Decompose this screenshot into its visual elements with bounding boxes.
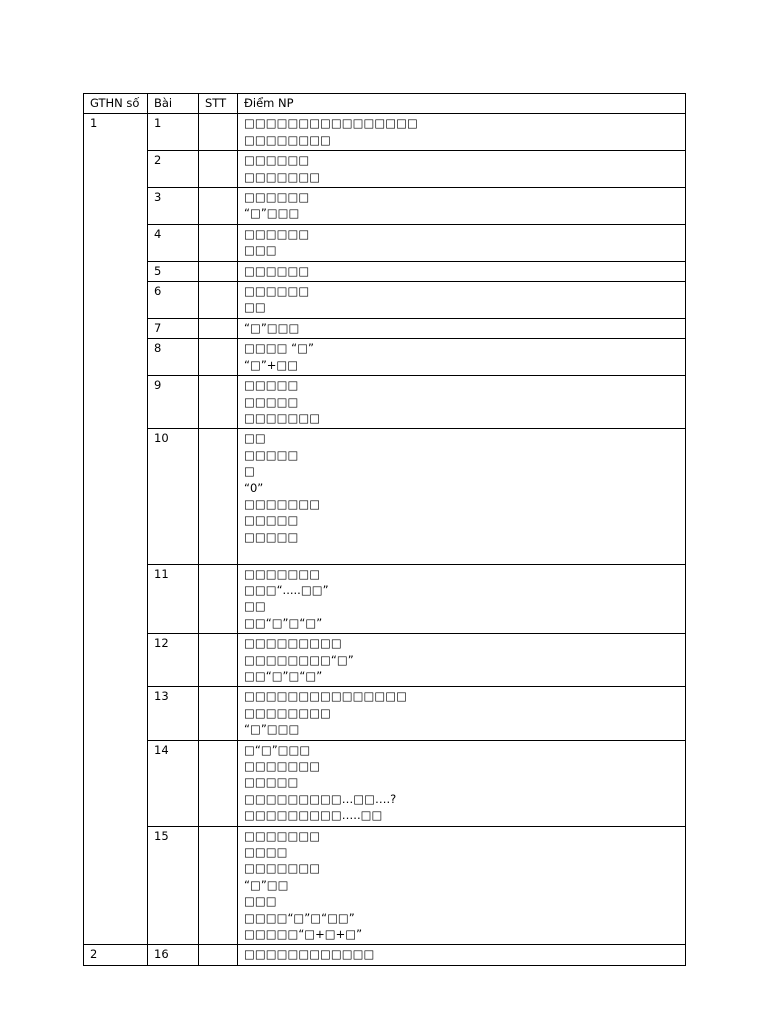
header-row xyxy=(84,94,686,114)
np-line: □□ xyxy=(244,300,266,315)
header-diem-np: Điểm NP xyxy=(238,94,686,114)
table-row xyxy=(84,826,686,945)
np-line: □□□“.....□□” xyxy=(244,582,329,597)
np-line: □□□□□ xyxy=(244,775,299,790)
table-row xyxy=(84,634,686,687)
np-line: “□”□□□ xyxy=(244,320,300,335)
np-line: □□□□□“□+□+□” xyxy=(244,927,363,942)
cell-stt xyxy=(199,429,238,564)
np-line: □□ xyxy=(244,599,266,614)
cell-stt xyxy=(199,740,238,826)
table-row xyxy=(84,339,686,376)
np-line: □□□□□□□ xyxy=(244,566,321,581)
table-row xyxy=(84,224,686,261)
cell-diem-np xyxy=(238,740,686,826)
np-line: □□□□□□□□□…..□□ xyxy=(244,808,383,823)
cell-diem-np xyxy=(238,634,686,687)
cell-diem-np xyxy=(238,261,686,281)
np-line: □□□□□□□□□□□□□□□ xyxy=(244,689,407,704)
cell-bai: 3 xyxy=(148,188,199,225)
cell-bai: 2 xyxy=(148,151,199,188)
np-line: □□□□□□□ xyxy=(244,759,321,774)
cell-stt xyxy=(199,634,238,687)
cell-gthn: 2 xyxy=(84,945,148,965)
np-line: □□□□□□□□“□” xyxy=(244,652,354,667)
table-row xyxy=(84,261,686,281)
np-line: “0” xyxy=(244,480,264,495)
cell-diem-np xyxy=(238,188,686,225)
cell-stt xyxy=(199,826,238,945)
cell-diem-np xyxy=(238,224,686,261)
cell-diem-np xyxy=(238,114,686,151)
cell-stt xyxy=(199,339,238,376)
np-line: □□□□□□ xyxy=(244,284,310,299)
cell-bai: 13 xyxy=(148,687,199,740)
table-row xyxy=(84,376,686,429)
lesson-table xyxy=(83,93,686,966)
header-bai: Bài xyxy=(148,94,199,114)
cell-bai: 9 xyxy=(148,376,199,429)
np-line: □□□□□□□□ xyxy=(244,132,331,147)
table-row xyxy=(84,740,686,826)
cell-stt xyxy=(199,261,238,281)
cell-bai: 5 xyxy=(148,261,199,281)
cell-diem-np xyxy=(238,429,686,564)
cell-diem-np xyxy=(238,282,686,319)
np-line: □□□□□□□ xyxy=(244,169,321,184)
np-line: □□□□□□□□□□□□ xyxy=(244,947,375,962)
np-line: □□□□□□ xyxy=(244,190,310,205)
cell-bai: 14 xyxy=(148,740,199,826)
np-line: □□□□□□□□□…□□….? xyxy=(244,791,397,806)
np-line: □□“□”□“□” xyxy=(244,668,323,683)
cell-gthn: 1 xyxy=(84,114,148,945)
cell-bai: 15 xyxy=(148,826,199,945)
header-stt: STT xyxy=(199,94,238,114)
table-row xyxy=(84,945,686,965)
np-line: □□□□□ xyxy=(244,447,299,462)
cell-stt xyxy=(199,376,238,429)
table-row xyxy=(84,282,686,319)
cell-stt xyxy=(199,564,238,634)
cell-stt xyxy=(199,687,238,740)
cell-stt xyxy=(199,224,238,261)
table-row xyxy=(84,318,686,338)
np-line: □□□□“□”□“□□” xyxy=(244,910,355,925)
cell-stt xyxy=(199,188,238,225)
np-line: □□□□□□ xyxy=(244,263,310,278)
cell-diem-np xyxy=(238,376,686,429)
cell-bai: 1 xyxy=(148,114,199,151)
cell-bai: 4 xyxy=(148,224,199,261)
np-line: □□ xyxy=(244,431,266,446)
table-row xyxy=(84,564,686,634)
cell-bai: 11 xyxy=(148,564,199,634)
np-line: □□□□□□□□□□□□□□□□ xyxy=(244,116,418,131)
np-line: □□□□□□□□ xyxy=(244,705,331,720)
np-line: □□□□□□□ xyxy=(244,410,321,425)
table-row xyxy=(84,151,686,188)
table-row xyxy=(84,188,686,225)
np-line: □□□□□ xyxy=(244,529,299,544)
np-line: □□□ xyxy=(244,894,277,909)
np-line xyxy=(244,545,679,561)
np-line: □□□□□□□□□ xyxy=(244,636,342,651)
cell-diem-np xyxy=(238,339,686,376)
header-gthn: GTHN số xyxy=(84,94,148,114)
np-line: □□□□□ xyxy=(244,394,299,409)
table-row xyxy=(84,429,686,564)
np-line: “□”+□□ xyxy=(244,357,299,372)
cell-diem-np xyxy=(238,151,686,188)
cell-bai: 16 xyxy=(148,945,199,965)
np-line: □□□□□ xyxy=(244,513,299,528)
np-line: “□”□□ xyxy=(244,877,289,892)
np-line: □□□□ “□” xyxy=(244,341,314,356)
cell-stt xyxy=(199,282,238,319)
cell-stt xyxy=(199,114,238,151)
cell-diem-np xyxy=(238,826,686,945)
np-line: □“□”□□□ xyxy=(244,742,311,757)
np-line: □□□□□□ xyxy=(244,153,310,168)
cell-stt xyxy=(199,945,238,965)
np-line: □□□□□□□ xyxy=(244,496,321,511)
np-line: □□□□□□□ xyxy=(244,828,321,843)
np-line: “□”□□□ xyxy=(244,722,300,737)
cell-diem-np xyxy=(238,687,686,740)
cell-bai: 8 xyxy=(148,339,199,376)
np-line: “□”□□□ xyxy=(244,206,300,221)
cell-diem-np xyxy=(238,945,686,965)
cell-diem-np xyxy=(238,318,686,338)
np-line: □□□□□ xyxy=(244,378,299,393)
cell-bai: 7 xyxy=(148,318,199,338)
table-row xyxy=(84,114,686,151)
np-line: □□□□ xyxy=(244,845,288,860)
np-line: □□□ xyxy=(244,243,277,258)
np-line: □ xyxy=(244,464,255,479)
cell-stt xyxy=(199,151,238,188)
cell-diem-np xyxy=(238,564,686,634)
cell-bai: 6 xyxy=(148,282,199,319)
cell-bai: 10 xyxy=(148,429,199,564)
table-row xyxy=(84,687,686,740)
cell-stt xyxy=(199,318,238,338)
np-line: □□“□”□“□” xyxy=(244,615,323,630)
np-line: □□□□□□ xyxy=(244,226,310,241)
cell-bai: 12 xyxy=(148,634,199,687)
np-line: □□□□□□□ xyxy=(244,861,321,876)
table-body xyxy=(84,114,686,965)
